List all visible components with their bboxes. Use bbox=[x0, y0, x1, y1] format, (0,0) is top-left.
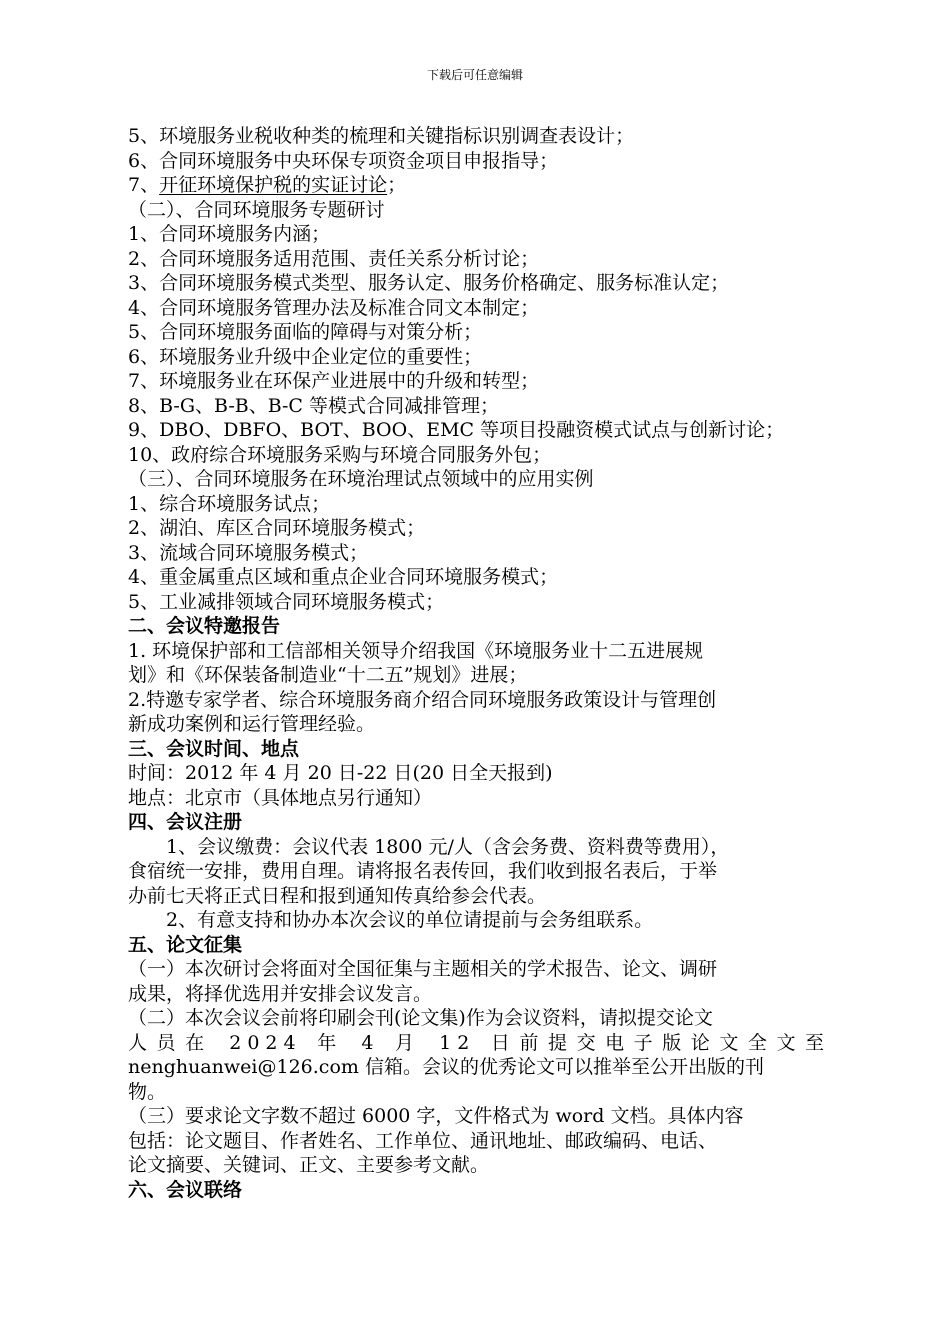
page-header-watermark: 下载后可任意编辑 bbox=[426, 68, 523, 82]
section-heading: 六、会议联络 bbox=[128, 1178, 243, 1201]
list-item: 5、工业减排领域合同环境服务模式； bbox=[128, 590, 445, 613]
paragraph-line: 论文摘要、关键词、正文、主要参考文献。 bbox=[128, 1154, 490, 1176]
paragraph-line: 新成功案例和运行管理经验。 bbox=[128, 713, 376, 735]
list-item: 4、重金属重点区域和重点企业合同环境服务模式； bbox=[128, 566, 559, 588]
list-item: 1、综合环境服务试点； bbox=[128, 492, 331, 515]
paragraph-line: 办前七天将正式日程和报到通知传真给参会代表。 bbox=[128, 884, 547, 907]
item-suffix: ； bbox=[387, 174, 407, 196]
section-heading: 三、会议时间、地点 bbox=[128, 737, 300, 760]
paragraph-line: 1. 环境保护部和工信部相关领导介绍我国《环境服务业十二五进展规 bbox=[128, 639, 704, 662]
list-item: 2、合同环境服务适用范围、责任关系分析讨论； bbox=[128, 247, 540, 270]
paragraph-line: 1、会议缴费：会议代表 1800 元/人（含会务费、资料费等费用）， bbox=[166, 835, 730, 858]
section-heading: 二、会议特邀报告 bbox=[128, 615, 281, 637]
paragraph-line: 划》和《环保装备制造业“十二五”规划》进展； bbox=[128, 664, 528, 686]
paragraph-line: nenghuanwei@126.com 信箱。会议的优秀论文可以推举至公开出版的刊 bbox=[128, 1056, 764, 1078]
underlined-text: 开征环境保护税的实证讨论 bbox=[159, 174, 388, 196]
paragraph-line: 成果，将择优选用并安排会议发言。 bbox=[128, 982, 433, 1005]
list-item: 4、合同环境服务管理办法及标准合同文本制定； bbox=[128, 296, 540, 319]
paragraph-line: （一）本次研讨会将面对全国征集与主题相关的学术报告、论文、调研 bbox=[128, 958, 718, 980]
list-item: 10、政府综合环境服务采购与环境合同服务外包； bbox=[128, 443, 552, 466]
item-prefix: 7、 bbox=[128, 174, 160, 196]
meeting-place: 地点：北京市（具体地点另行通知） bbox=[128, 786, 433, 809]
list-item: 1、合同环境服务内涵； bbox=[128, 223, 331, 245]
list-item: 3、合同环境服务模式类型、服务认定、服务价格确定、服务标准认定； bbox=[128, 272, 730, 294]
paragraph-line: 包括：论文题目、作者姓名、工作单位、通讯地址、邮政编码、电话、 bbox=[128, 1129, 718, 1152]
list-item: 5、合同环境服务面临的障碍与对策分析； bbox=[128, 321, 483, 343]
paragraph-line: 食宿统一安排，费用自理。请将报名表传回，我们收到报名表后，于举 bbox=[128, 860, 718, 882]
meeting-time: 时间：2012 年 4 月 20 日-22 日(20 日全天报到) bbox=[128, 762, 553, 784]
paragraph-line: 人员在 2024 年 4 月 12 日前提交电子版论文全文至 bbox=[128, 1031, 830, 1054]
list-item: 6、合同环境服务中央环保专项资金项目申报指导； bbox=[128, 149, 559, 172]
list-item: 2、湖泊、库区合同环境服务模式； bbox=[128, 517, 426, 539]
section-heading: 四、会议注册 bbox=[128, 811, 243, 833]
list-item: 5、环境服务业税收种类的梳理和关键指标识别调查表设计； bbox=[128, 125, 635, 147]
document-body bbox=[128, 124, 830, 1202]
list-item: 3、流域合同环境服务模式； bbox=[128, 541, 369, 564]
section-heading: 五、论文征集 bbox=[128, 933, 243, 956]
subsection-title: （三）、合同环境服务在环境治理试点领域中的应用实例 bbox=[128, 468, 594, 490]
list-item: 8、B-G、B-B、B-C 等模式合同减排管理； bbox=[128, 394, 500, 417]
list-item: 9、DBO、DBFO、BOT、BOO、EMC 等项目投融资模式试点与创新讨论； bbox=[128, 419, 785, 441]
paragraph-line: 物。 bbox=[128, 1080, 167, 1103]
paragraph-line: （三）要求论文字数不超过 6000 字，文件格式为 word 文档。具体内容 bbox=[128, 1105, 744, 1127]
list-item bbox=[128, 173, 830, 198]
list-item: 7、环境服务业在环保产业进展中的升级和转型； bbox=[128, 370, 540, 392]
subsection-title: （二）、合同环境服务专题研讨 bbox=[128, 198, 385, 221]
paragraph-line: （二）本次会议会前将印刷会刊(论文集)作为会议资料，请拟提交论文 bbox=[128, 1007, 713, 1029]
list-item: 6、环境服务业升级中企业定位的重要性； bbox=[128, 345, 483, 368]
paragraph-line: 2.特邀专家学者、综合环境服务商介绍合同环境服务政策设计与管理创 bbox=[128, 688, 717, 711]
paragraph-line: 2、有意支持和协办本次会议的单位请提前与会务组联系。 bbox=[166, 909, 654, 931]
